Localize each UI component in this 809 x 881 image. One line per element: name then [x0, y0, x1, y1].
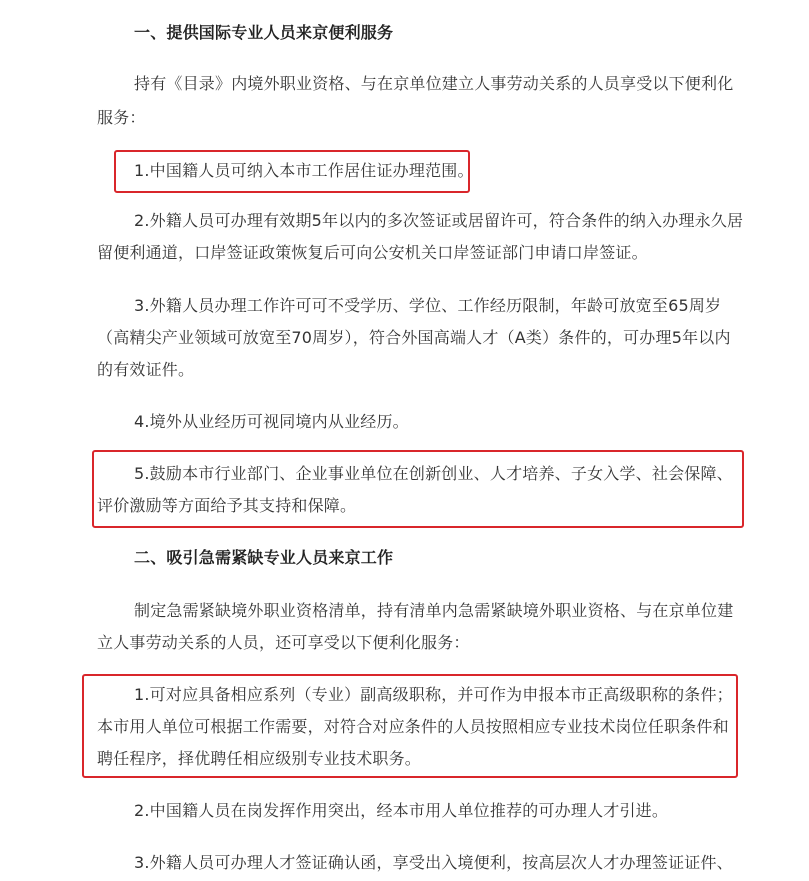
- section-1-item-2-line-1: 2.外籍人员可办理有效期5年以内的多次签证或居留许可，符合条件的纳入办理永久居: [134, 211, 744, 230]
- section-2-item-3-line-1: 3.外籍人员可办理人才签证确认函，享受出入境便利，按高层次人才办理签证证件、: [134, 853, 733, 872]
- section-1-item-2-line-2: 留便利通道，口岸签证政策恢复后可向公安机关口岸签证部门申请口岸签证。: [97, 243, 648, 262]
- section-1-intro-line-2: 服务：: [97, 108, 146, 127]
- section-2-item-2: 2.中国籍人员在岗发挥作用突出，经本市用人单位推荐的可办理人才引进。: [134, 801, 669, 820]
- section-1-heading: 一、提供国际专业人员来京便利服务: [134, 23, 394, 42]
- section-2-item-1-line-1: 1.可对应具备相应系列（专业）副高级职称，并可作为申报本市正高级职称的条件；: [134, 685, 733, 704]
- section-1-item-3-line-3: 的有效证件。: [97, 360, 195, 379]
- section-2-intro-line-2: 立人事劳动关系的人员，还可享受以下便利化服务：: [97, 633, 470, 652]
- section-1-item-5-line-2: 评价激励等方面给予其支持和保障。: [97, 496, 357, 515]
- section-2-item-1-line-2: 本市用人单位可根据工作需要，对符合对应条件的人员按照相应专业技术岗位任职条件和: [97, 717, 729, 736]
- section-1-item-3-line-1: 3.外籍人员办理工作许可可不受学历、学位、工作经历限制，年龄可放宽至65周岁: [134, 296, 722, 315]
- section-2-item-1-line-3: 聘任程序，择优聘任相应级别专业技术职务。: [97, 749, 422, 768]
- section-1-item-5-line-1: 5.鼓励本市行业部门、企业事业单位在创新创业、人才培养、子女入学、社会保障、: [134, 464, 733, 483]
- section-1-item-3-line-2: （高精尖产业领域可放宽至70周岁），符合外国高端人才（A类）条件的，可办理5年以内: [97, 328, 731, 347]
- section-1-intro-line-1: 持有《目录》内境外职业资格、与在京单位建立人事劳动关系的人员享受以下便利化: [134, 74, 734, 93]
- section-2-intro-line-1: 制定急需紧缺境外职业资格清单，持有清单内急需紧缺境外职业资格、与在京单位建: [134, 601, 734, 620]
- section-1-item-4: 4.境外从业经历可视同境内从业经历。: [134, 412, 409, 431]
- section-2-heading: 二、吸引急需紧缺专业人员来京工作: [134, 548, 394, 567]
- section-1-item-1: 1.中国籍人员可纳入本市工作居住证办理范围。: [134, 161, 474, 180]
